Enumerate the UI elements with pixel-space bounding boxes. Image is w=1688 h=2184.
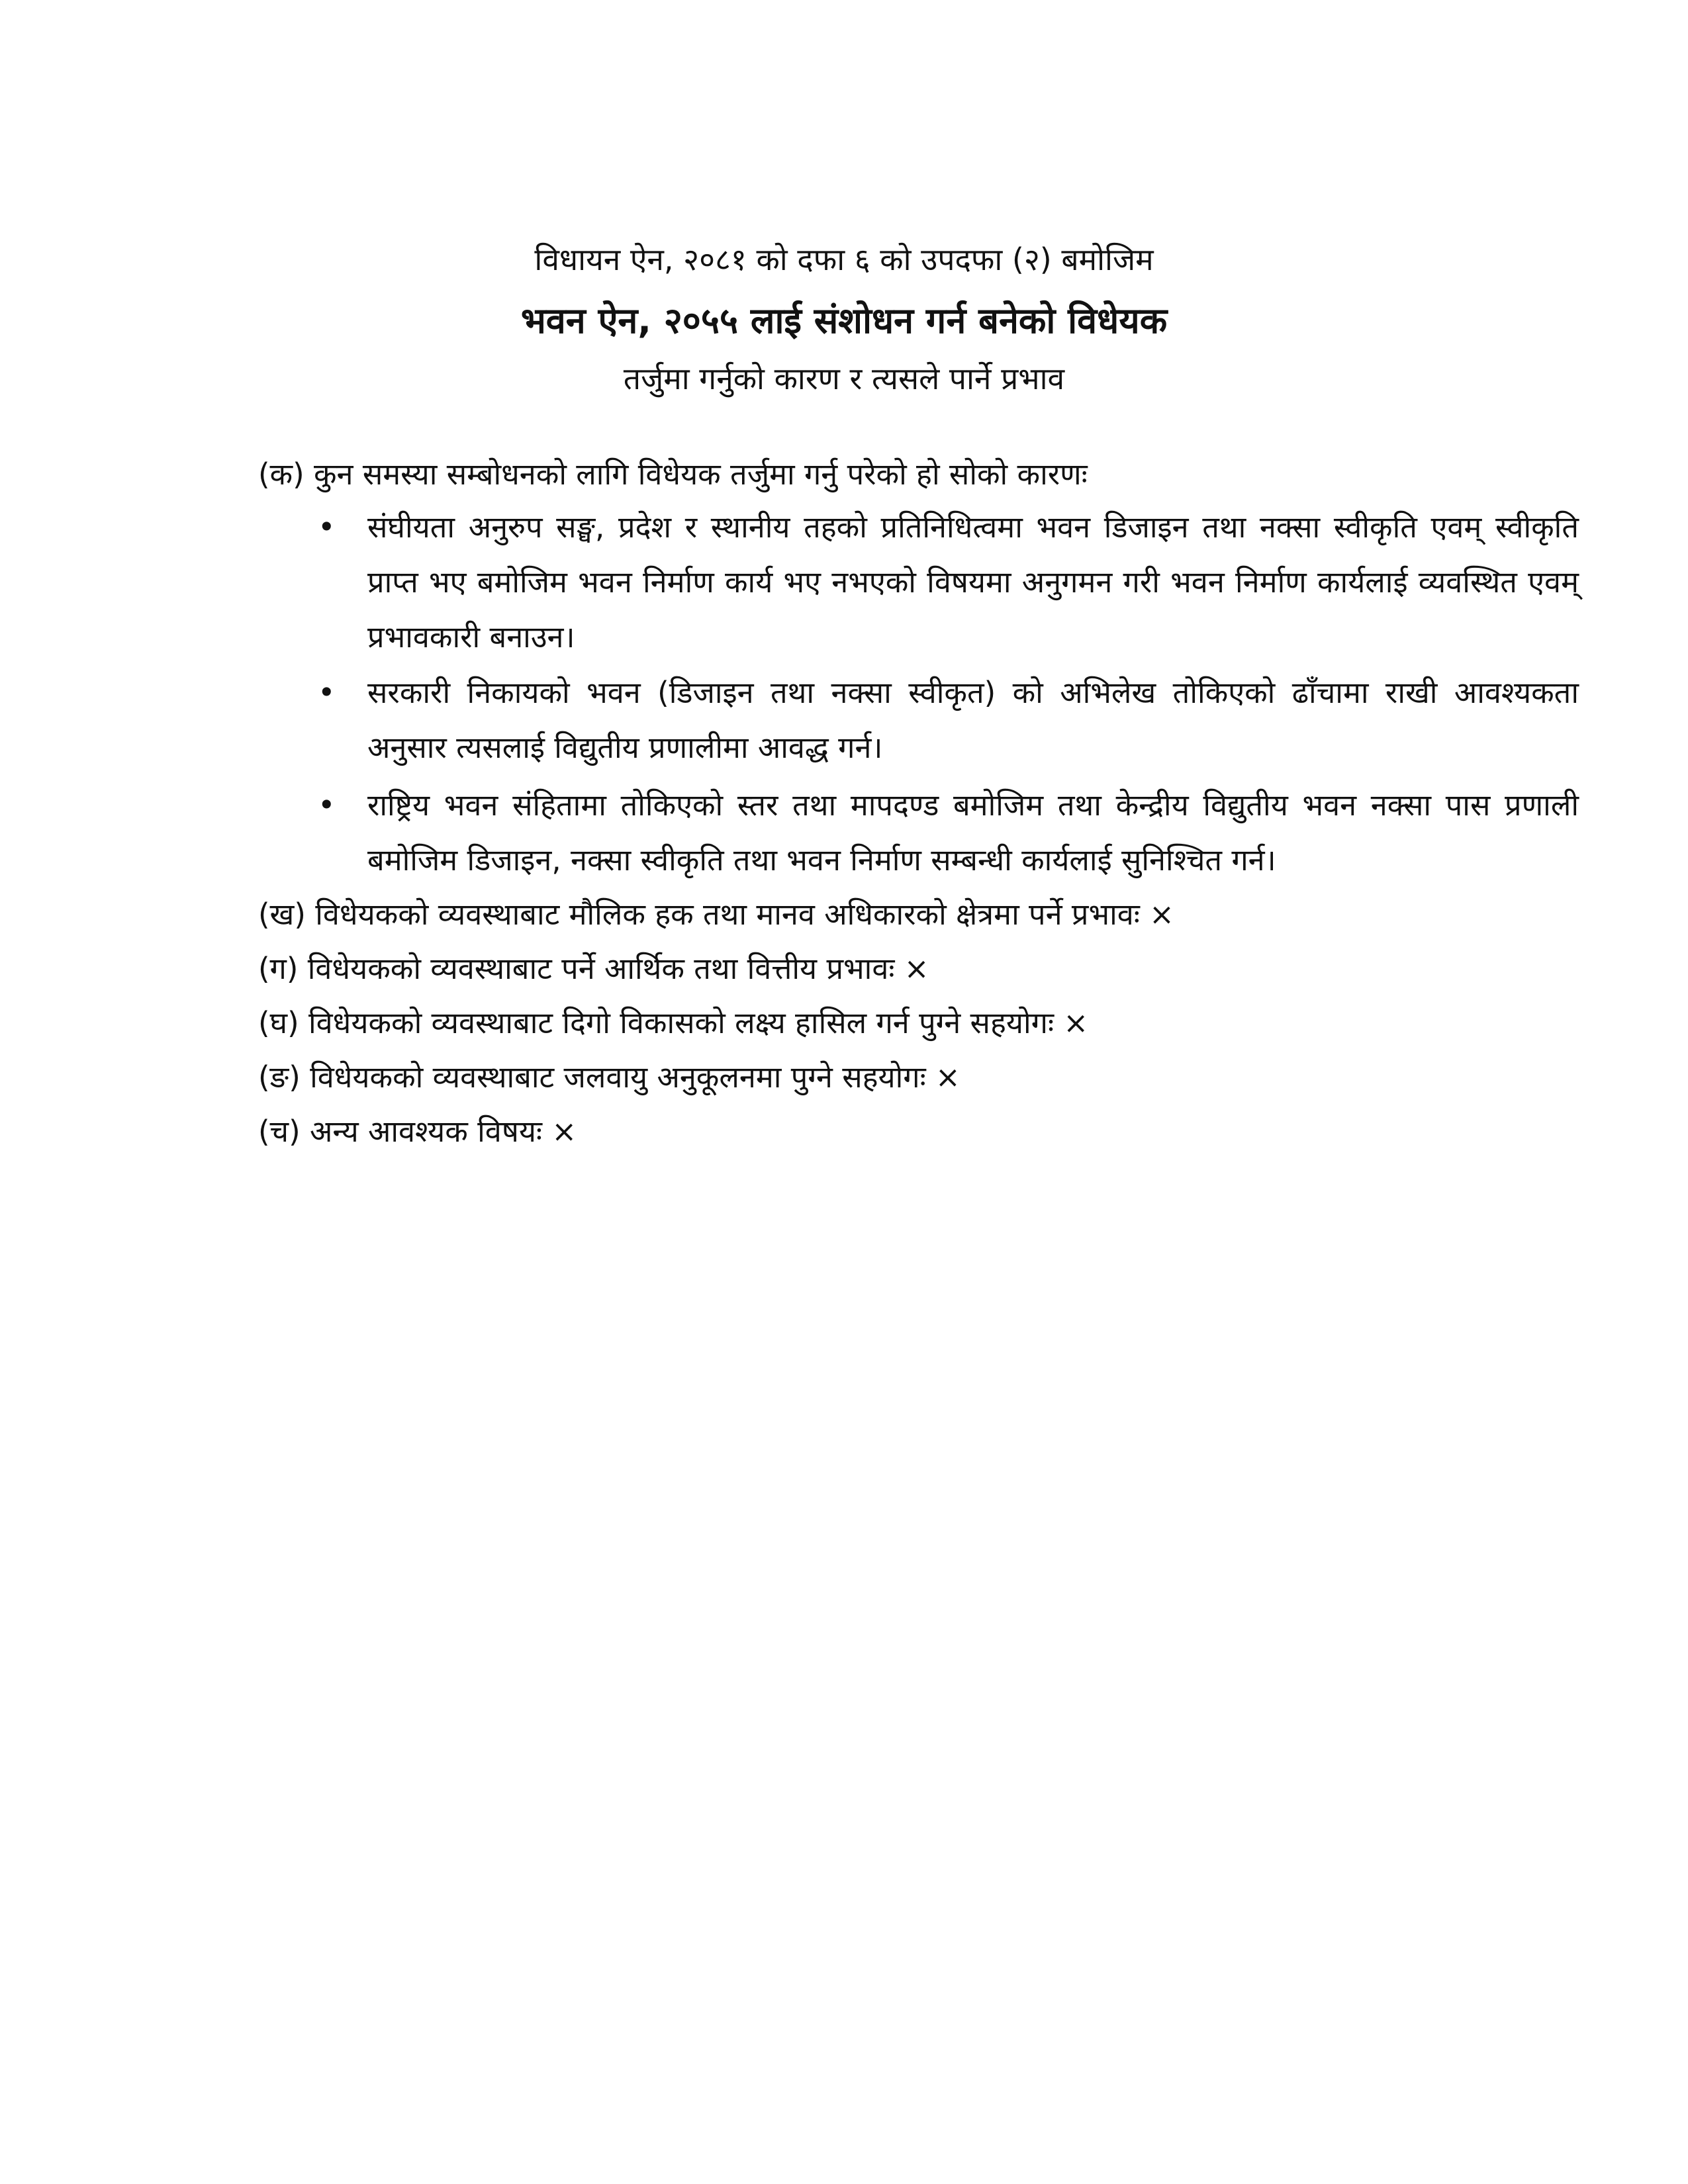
section-ga: (ग) विधेयकको व्यवस्थाबाट पर्ने आर्थिक तथा वित्तीय प्रभावः × — [258, 951, 929, 986]
section-gha: (घ) विधेयकको व्यवस्थाबाट दिगो विकासको लक्ष्य हासिल गर्न पुग्ने सहयोगः × — [258, 1005, 1089, 1040]
bullet-item-1: संघीयता अनुरुप सङ्घ, प्रदेश र स्थानीय तहको प्रतिनिधित्वमा भवन डिजाइन तथा नक्सा स्वीकृति एवम् स्वीकृति प्राप्त भए बमोजिम भवन निर्माण कार्य भए नभएको विषयमा अनुगमन गरी भवन निर्माण कार्यलाई व्यवस्थित एवम् प्रभावकारी बनाउन। — [367, 510, 1579, 655]
bullet-icon: • — [318, 675, 336, 710]
section-ka: (क) कुन समस्या सम्बोधनको लागि विधेयक तर्जुमा गर्नु परेको हो सोको कारणः — [258, 457, 1088, 492]
section-kha: (ख) विधेयकको व्यवस्थाबाट मौलिक हक तथा मानव अधिकारको क्षेत्रमा पर्ने प्रभावः × — [258, 897, 1174, 932]
section-nga: (ङ) विधेयकको व्यवस्थाबाट जलवायु अनुकूलनमा पुग्ने सहयोगः × — [258, 1060, 961, 1095]
document-title: भवन ऐन, २०५५ लाई संशोधन गर्न बनेको विधेयक — [520, 300, 1168, 341]
bullet-icon: • — [318, 788, 336, 823]
bullet-icon: • — [318, 510, 336, 545]
bullet-item-2: सरकारी निकायको भवन (डिजाइन तथा नक्सा स्वीकृत) को अभिलेख तोकिएको ढाँचामा राखी आवश्यकता अनुसार त्यसलाई विद्युतीय प्रणालीमा आवद्ध गर्न। — [367, 675, 1579, 765]
bullet-item-3: राष्ट्रिय भवन संहितामा तोकिएको स्तर तथा मापदण्ड बमोजिम तथा केन्द्रीय विद्युतीय भवन नक्सा पास प्रणाली बमोजिम डिजाइन, नक्सा स्वीकृति तथा भवन निर्माण सम्बन्धी कार्यलाई सुनिश्चित गर्न। — [367, 788, 1579, 878]
document-description: तर्जुमा गर्नुको कारण र त्यसले पार्ने प्रभाव — [623, 361, 1065, 396]
document-subtitle: विधायन ऐन, २०८१ को दफा ६ को उपदफा (२) बमोजिम — [534, 242, 1154, 277]
section-cha: (च) अन्य आवश्यक विषयः × — [258, 1114, 577, 1149]
